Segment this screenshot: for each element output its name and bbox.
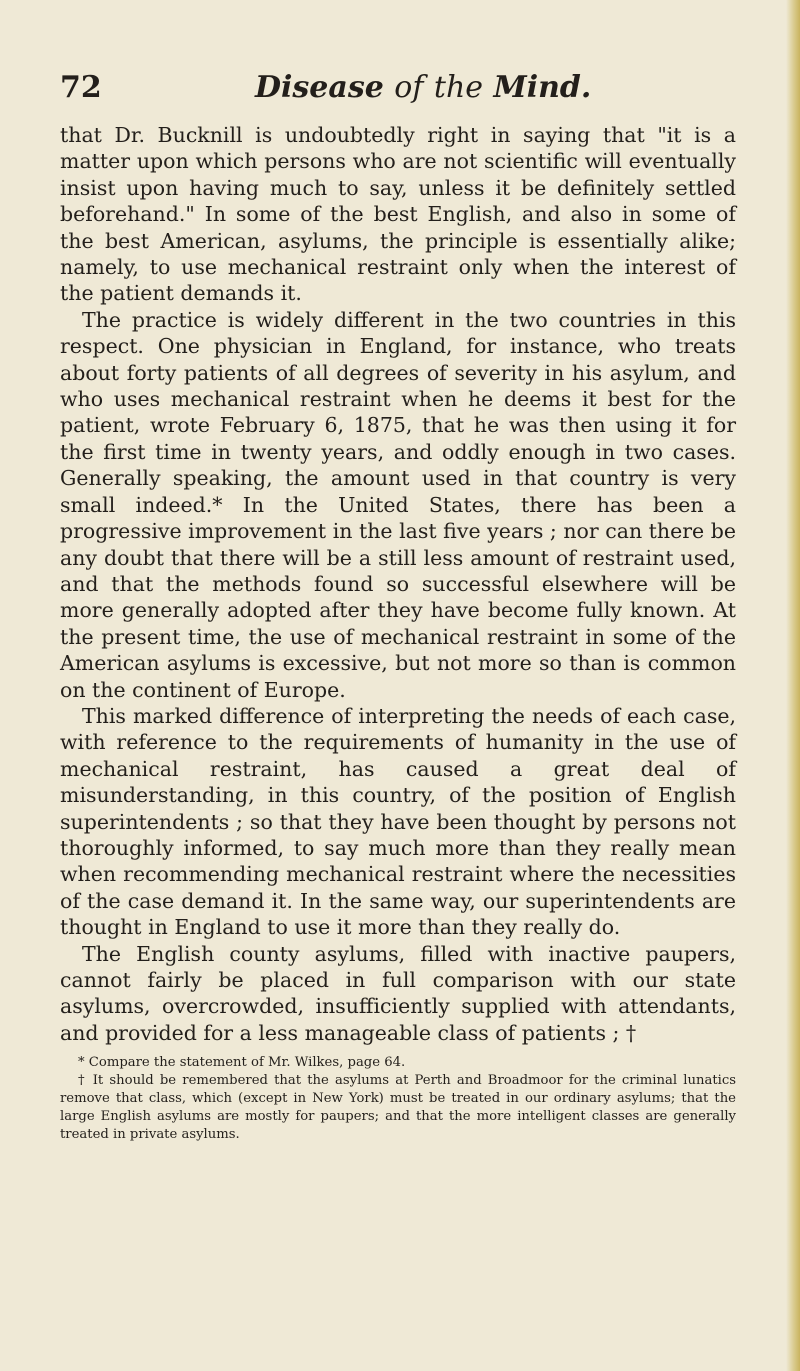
paragraph: This marked difference of interpreting the needs of each case, with reference to the requirements of humanity in the use of mechanical restraint, has caused a great deal of misunderstanding, in this country, of the position of English superintendents ; so that they have been thought by persons not thoroughly informed, to say much more than they really mean when recommending mechanical restraint where the necessities of the case demand it. In the same way, our superintendents are thought in England to use it more than they really do. (60, 703, 736, 940)
page-header (60, 70, 736, 122)
running-head-word: the (433, 70, 484, 105)
body-text (60, 122, 736, 1046)
running-head-word: of (394, 70, 424, 105)
paragraph: The practice is widely different in the two countries in this respect. One physician in England, for instance, who treats about forty patients of all degrees of severity in his asylum, and who uses mechanical restraint when he deems it best for the patient, wrote February 6, 1875, that he was then using it for the first time in twenty years, and oddly enough in two cases. Generally speaking, the amount used in that country is very small indeed.* In the United States, there has been a progressive improvement in the last five years ; nor can there be any doubt that there will be a still less amount of restraint used, and that the methods found so successful elsewhere will be more generally adopted after they have become fully known. At the present time, the use of mechanical restraint in some of the American asylums is excessive, but not more so than is common on the continent of Europe. (60, 307, 736, 702)
page-number: 72 (60, 70, 102, 105)
page-edge-stain (786, 0, 800, 1371)
paragraph: that Dr. Bucknill is undoubtedly right in saying that "it is a matter upon which persons who are not scientific will eventually insist upon having much to say, unless it be definitely settled beforehand." In some of the best English, and also in some of the best American, asylums, the principle is essentially alike; namely, to use mechanical restraint only when the interest of the patient demands it. (60, 123, 736, 306)
paragraph: The English county asylums, filled with inactive paupers, cannot fairly be placed in full comparison with our state asylums, overcrowded, insufficiently supplied with attendants, and provided for a less manageable class of patients ; † (60, 941, 736, 1045)
running-head-word: Mind. (493, 70, 592, 105)
running-head-word: Disease (255, 70, 384, 105)
book-page (60, 70, 736, 1144)
footnotes (60, 1054, 736, 1144)
footnote: * Compare the statement of Mr. Wilkes, page 64. (78, 1055, 406, 1071)
running-head (255, 70, 591, 105)
footnote: † It should be remembered that the asylums at Perth and Broadmoor for the criminal lunatics remove that class, which (except in New York) must be treated in our ordinary asylums; that the large English asylums are mostly for paupers; and that the more intelligent classes are generally treated in private asylums. (60, 1073, 736, 1143)
